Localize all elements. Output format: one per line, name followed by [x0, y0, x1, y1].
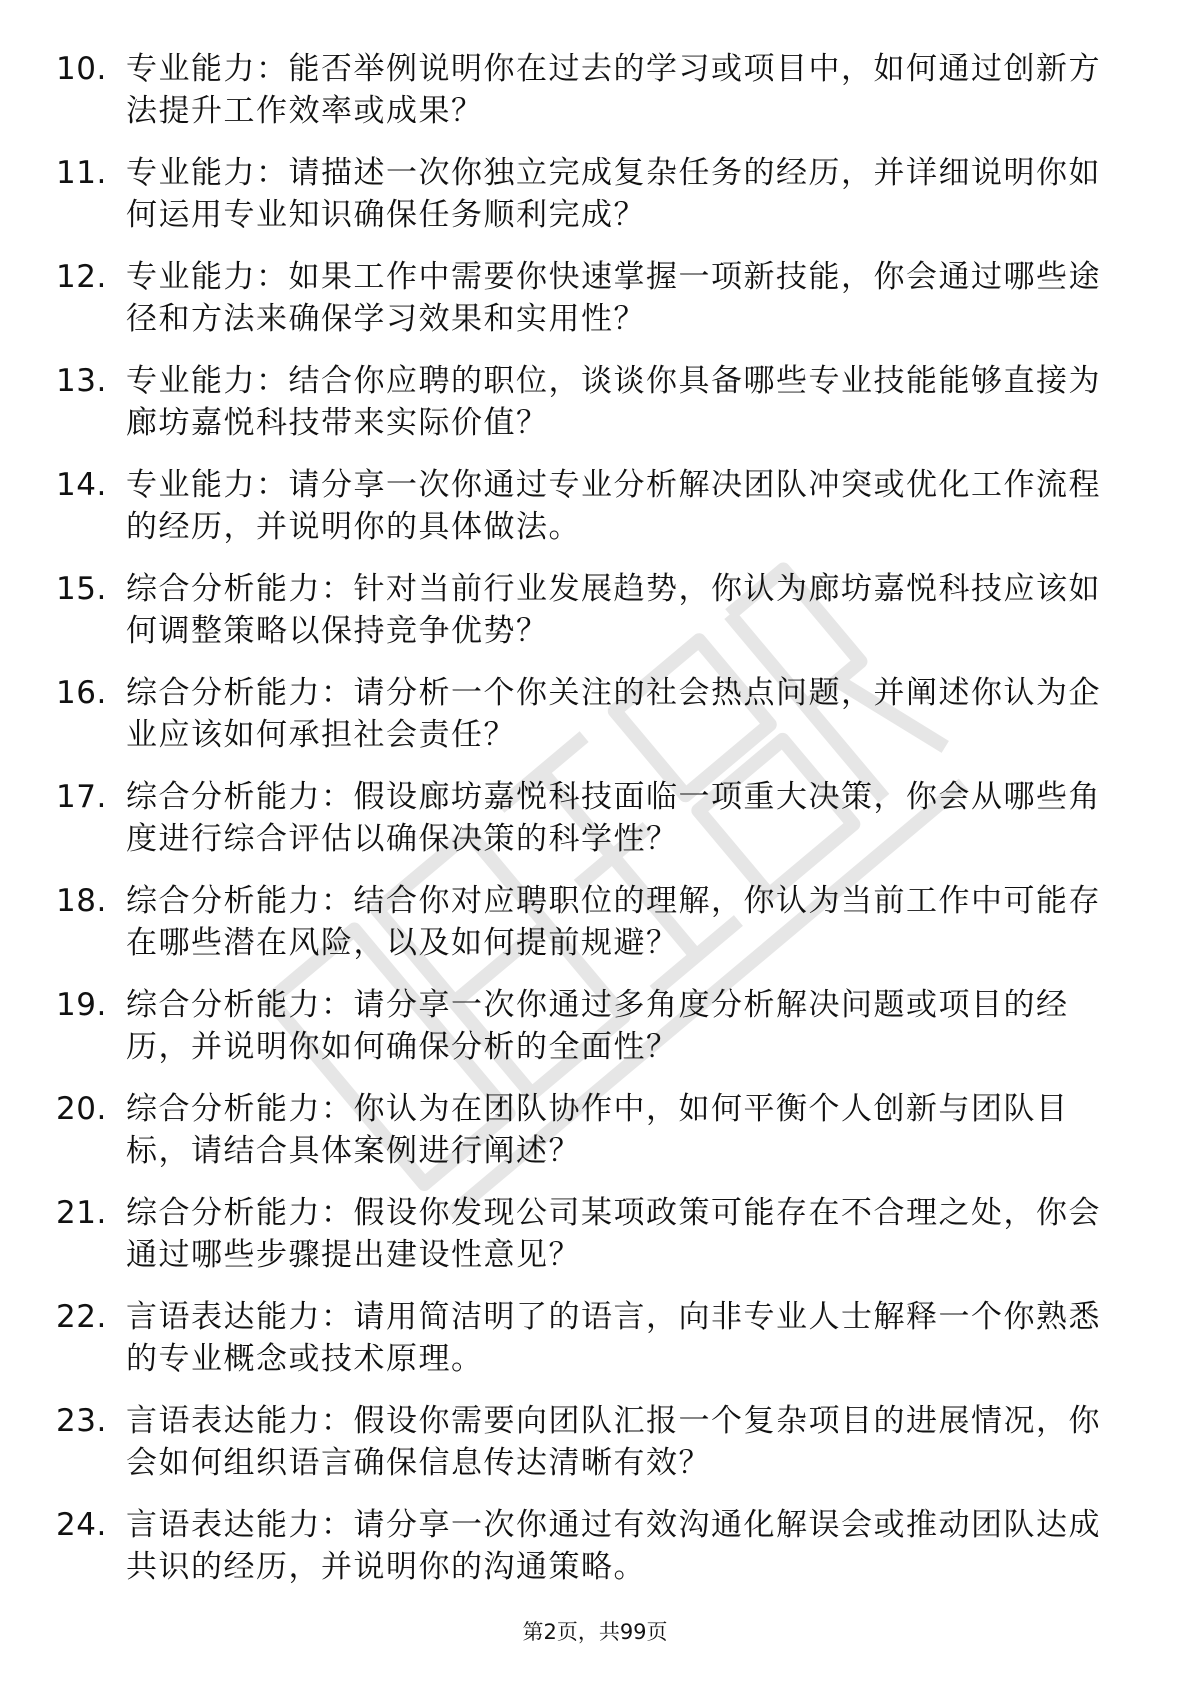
page-number-label: 第2页，共99页: [522, 1620, 668, 1644]
question-number: 11.: [56, 155, 107, 191]
question-item: [56, 880, 1126, 984]
question-text: 专业能力：结合你应聘的职位，谈谈你具备哪些专业技能能够直接为廊坊嘉悦科技带来实际价值？: [126, 363, 1101, 441]
question-item: [56, 1192, 1126, 1296]
question-item: [56, 776, 1126, 880]
question-number: 15.: [56, 571, 107, 607]
question-list: [56, 48, 1126, 1608]
question-text: 综合分析能力：针对当前行业发展趋势，你认为廊坊嘉悦科技应该如何调整策略以保持竞争优势？: [126, 571, 1101, 649]
question-item: [56, 256, 1126, 360]
question-number: 18.: [56, 883, 107, 919]
question-number: 14.: [56, 467, 107, 503]
question-text: 言语表达能力：假设你需要向团队汇报一个复杂项目的进展情况，你会如何组织语言确保信息传达清晰有效？: [126, 1403, 1101, 1481]
question-number: 21.: [56, 1195, 107, 1231]
question-number: 20.: [56, 1091, 107, 1127]
question-text: 专业能力：请描述一次你独立完成复杂任务的经历，并详细说明你如何运用专业知识确保任务顺利完成？: [126, 155, 1101, 233]
question-text: 综合分析能力：假设廊坊嘉悦科技面临一项重大决策，你会从哪些角度进行综合评估以确保决策的科学性？: [126, 779, 1101, 857]
question-item: [56, 568, 1126, 672]
question-text: 专业能力：请分享一次你通过专业分析解决团队冲突或优化工作流程的经历，并说明你的具体做法。: [126, 467, 1101, 545]
question-text: 综合分析能力：请分享一次你通过多角度分析解决问题或项目的经历，并说明你如何确保分析的全面性？: [126, 987, 1069, 1065]
question-item: [56, 1296, 1126, 1400]
question-item: [56, 672, 1126, 776]
question-text: 专业能力：能否举例说明你在过去的学习或项目中，如何通过创新方法提升工作效率或成果？: [126, 51, 1101, 129]
question-item: [56, 360, 1126, 464]
question-item: [56, 1088, 1126, 1192]
question-item: [56, 464, 1126, 568]
question-number: 24.: [56, 1507, 107, 1543]
question-number: 10.: [56, 51, 107, 87]
question-text: 综合分析能力：假设你发现公司某项政策可能存在不合理之处，你会通过哪些步骤提出建设性意见？: [126, 1195, 1101, 1273]
question-item: [56, 1504, 1126, 1608]
question-text: 综合分析能力：你认为在团队协作中，如何平衡个人创新与团队目标，请结合具体案例进行阐述？: [126, 1091, 1069, 1169]
question-item: [56, 152, 1126, 256]
question-item: [56, 48, 1126, 152]
question-item: [56, 1400, 1126, 1504]
question-text: 综合分析能力：结合你对应聘职位的理解，你认为当前工作中可能存在哪些潜在风险，以及如何提前规避？: [126, 883, 1101, 961]
page-footer: [0, 1618, 1190, 1646]
question-item: [56, 984, 1126, 1088]
question-text: 专业能力：如果工作中需要你快速掌握一项新技能，你会通过哪些途径和方法来确保学习效果和实用性？: [126, 259, 1101, 337]
question-number: 22.: [56, 1299, 107, 1335]
question-number: 16.: [56, 675, 107, 711]
question-text: 言语表达能力：请用简洁明了的语言，向非专业人士解释一个你熟悉的专业概念或技术原理。: [126, 1299, 1101, 1377]
question-number: 12.: [56, 259, 107, 295]
question-text: 综合分析能力：请分析一个你关注的社会热点问题，并阐述你认为企业应该如何承担社会责任？: [126, 675, 1101, 753]
question-number: 19.: [56, 987, 107, 1023]
question-text: 言语表达能力：请分享一次你通过有效沟通化解误会或推动团队达成共识的经历，并说明你的沟通策略。: [126, 1507, 1101, 1585]
question-number: 23.: [56, 1403, 107, 1439]
question-number: 17.: [56, 779, 107, 815]
question-number: 13.: [56, 363, 107, 399]
